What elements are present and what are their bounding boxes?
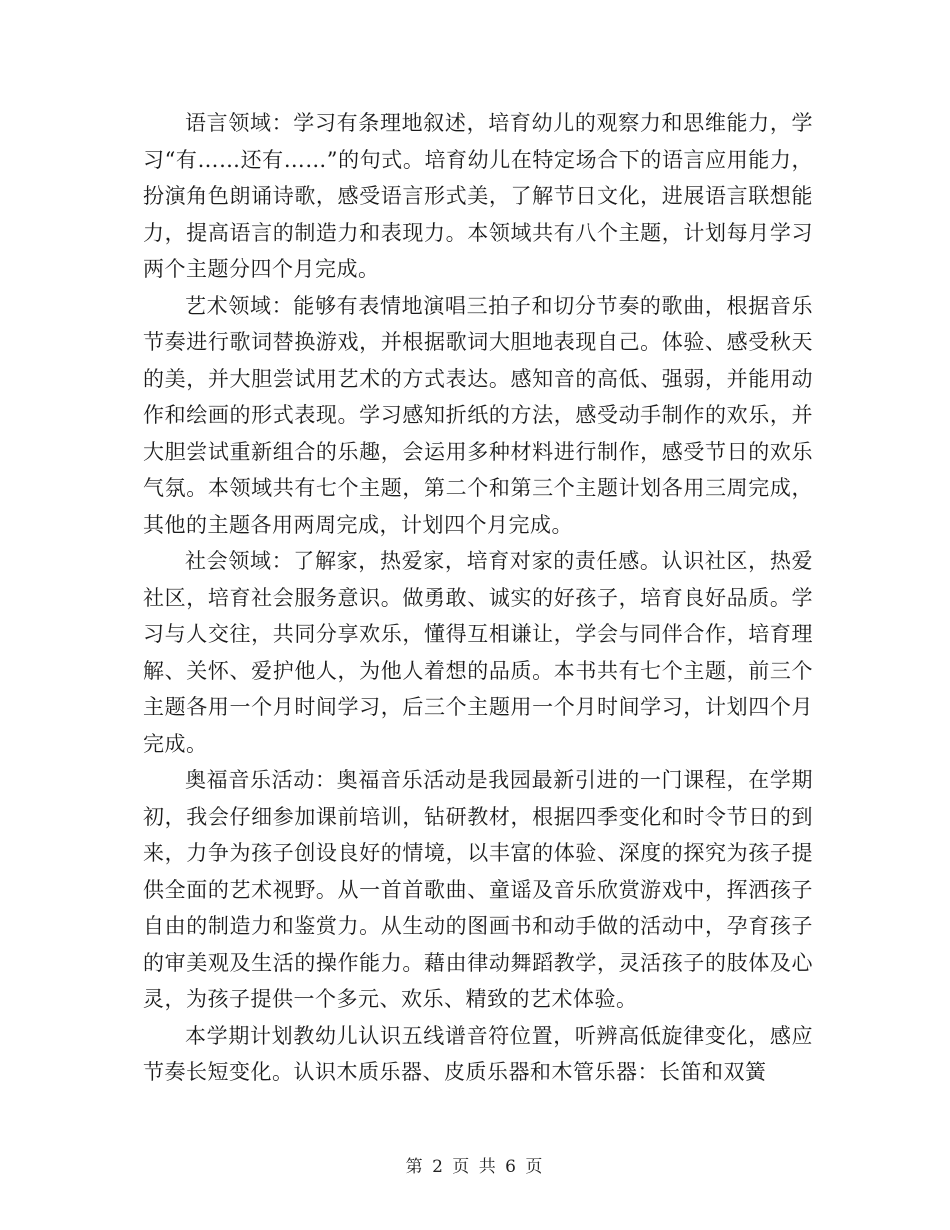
paragraph-semester-plan: 本学期计划教幼儿认识五线谱音符位置，听辨高低旋律变化，感应节奏长短变化。认识木质乐器、皮质乐器和木管乐器：长笛和双簧 xyxy=(143,1023,813,1084)
page-number-footer: 第 2 页 共 6 页 xyxy=(405,1157,545,1177)
paragraph-social-domain: 社会领域：了解家，热爱家，培育对家的责任感。认识社区，热爱社区，培育社会服务意识。做勇敢、诚实的好孩子，培育良好品质。学习与人交往，共同分享欢乐，懂得互相谦让，学会与同伴合作，培育理解、关怀、爱护他人，为他人着想的品质。本书共有七个主题，前三个主题各用一个月时间学习，后三个主题用一个月时间学习，计划四个月完成。 xyxy=(143,549,813,756)
paragraph-orff-music: 奥福音乐活动：奥福音乐活动是我园最新引进的一门课程，在学期初，我会仔细参加课前培训，钻研教材，根据四季变化和时令节日的到来，力争为孩子创设良好的情境，以丰富的体验、深度的探究为孩子提供全面的艺术视野。从一首首歌曲、童谣及音乐欣赏游戏中，挥洒孩子自由的制造力和鉴赏力。从生动的图画书和动手做的活动中，孕育孩子的审美观及生活的操作能力。藉由律动舞蹈教学，灵活孩子的肢体及心灵，为孩子提供一个多元、欢乐、精致的艺术体验。 xyxy=(143,768,813,1011)
paragraph-language-domain: 语言领域：学习有条理地叙述，培育幼儿的观察力和思维能力，学习“有……还有……”的句式。培育幼儿在特定场合下的语言应用能力，扮演角色朗诵诗歌，感受语言形式美，了解节日文化，进展语言联想能力，提高语言的制造力和表现力。本领域共有八个主题，计划每月学习两个主题分四个月完成。 xyxy=(143,111,813,281)
document-body xyxy=(143,105,813,1091)
paragraph-art-domain: 艺术领域：能够有表情地演唱三拍子和切分节奏的歌曲，根据音乐节奏进行歌词替换游戏，并根据歌词大胆地表现自己。体验、感受秋天的美，并大胆尝试用艺术的方式表达。感知音的高低、强弱，并能用动作和绘画的形式表现。学习感知折纸的方法，感受动手制作的欢乐，并大胆尝试重新组合的乐趣，会运用多种材料进行制作，感受节日的欢乐气氛。本领域共有七个主题，第二个和第三个主题计划各用三周完成，其他的主题各用两周完成，计划四个月完成。 xyxy=(143,293,813,537)
